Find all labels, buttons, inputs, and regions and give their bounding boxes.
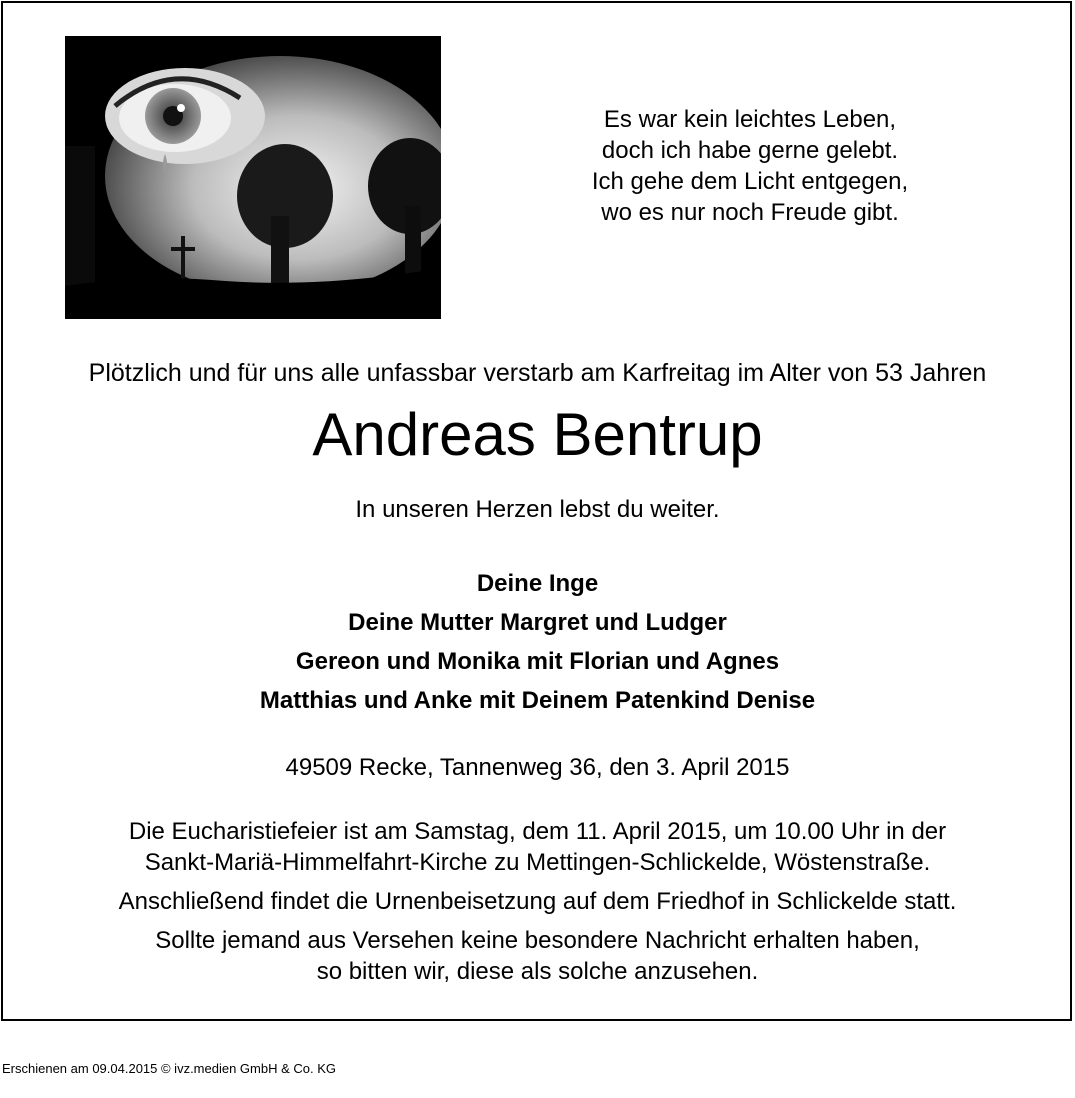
family-line: Deine Mutter Margret und Ludger <box>348 609 727 636</box>
service-line: Sollte jemand aus Versehen keine besondere Nachricht erhalten haben, <box>155 927 920 954</box>
poem-line: Es war kein leichtes Leben, <box>603 106 897 133</box>
motto-text: In unseren Herzen lebst du weiter. <box>355 496 720 523</box>
service-line: so bitten wir, diese als solche anzusehen. <box>316 958 759 985</box>
poem-line: Ich gehe dem Licht entgegen, <box>591 168 909 195</box>
address-date: 49509 Recke, Tannenweg 36, den 3. April 2015 <box>285 754 790 781</box>
poem-line: doch ich habe gerne gelebt. <box>601 137 899 164</box>
poem-line: wo es nur noch Freude gibt. <box>601 199 899 226</box>
family-line: Gereon und Monika mit Florian und Agnes <box>295 648 780 675</box>
family-line: Matthias und Anke mit Deinem Patenkind Denise <box>259 687 816 714</box>
deceased-name: Andreas Bentrup <box>312 401 763 468</box>
family-line: Deine Inge <box>476 570 599 597</box>
service-line: Die Eucharistiefeier ist am Samstag, dem 11. April 2015, um 10.00 Uhr in der <box>128 818 947 845</box>
publication-footer: Erschienen am 09.04.2015 © ivz.medien GmbH & Co. KG <box>2 1061 337 1076</box>
service-line: Anschließend findet die Urnenbeisetzung auf dem Friedhof in Schlickelde statt. <box>118 888 957 915</box>
poem <box>560 104 940 228</box>
service-info <box>0 816 1075 987</box>
service-line: Sankt-Mariä-Himmelfahrt-Kirche zu Mettingen-Schlickelde, Wöstenstraße. <box>144 849 931 876</box>
family-list <box>0 564 1075 720</box>
eye-over-cross-and-trees-image <box>65 36 441 319</box>
intro-text: Plötzlich und für uns alle unfassbar verstarb am Karfreitag im Alter von 53 Jahren <box>88 359 987 387</box>
